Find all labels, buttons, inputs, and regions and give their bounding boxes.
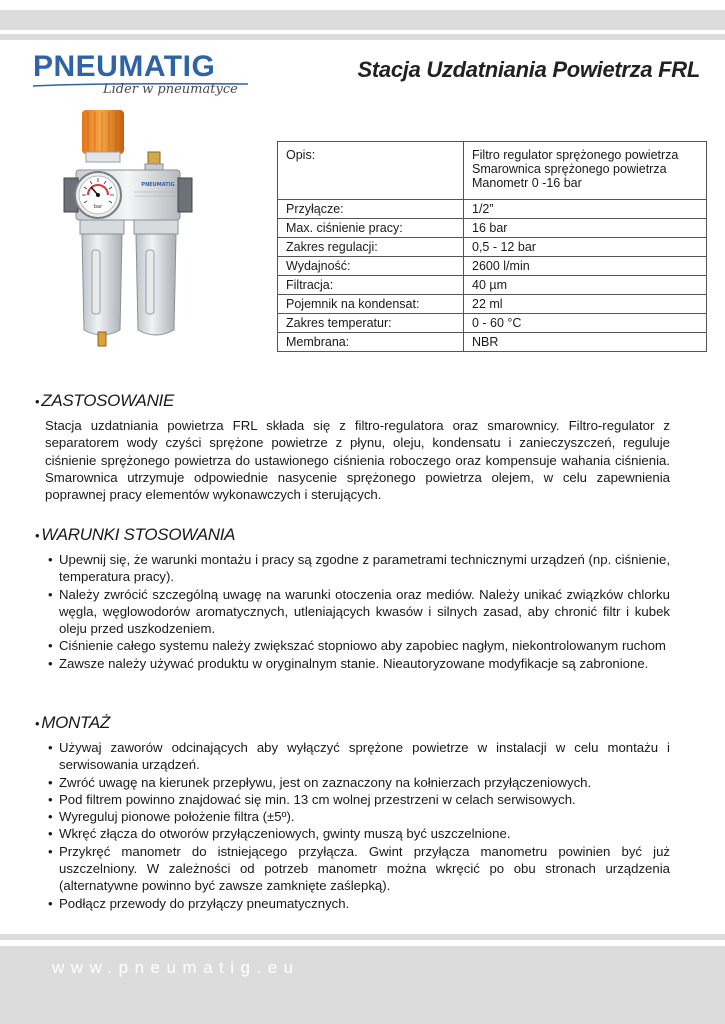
spec-row (278, 333, 707, 352)
bullet-list (35, 551, 675, 672)
spec-value (464, 142, 707, 200)
list-item: • Wkręć złącza do otworów przyłączeniowych, gwinty muszą być uszczelnione. (48, 825, 675, 842)
footer-website-link[interactable]: www.pneumatig.eu (52, 958, 300, 977)
spec-value: 0,5 - 12 bar (464, 238, 707, 257)
list-item: • Pod filtrem powinno znajdować się min. 13 cm wolnej przestrzeni w celach serwisowych. (48, 791, 675, 808)
spec-value: 22 ml (464, 295, 707, 314)
header-band-thin (0, 34, 725, 40)
spec-key: Opis: (278, 142, 464, 200)
spec-value: 2600 l/min (464, 257, 707, 276)
list-item: • Zawsze należy używać produktu w oryginalnym stanie. Nieautoryzowane modyfikacje są zabronione. (48, 655, 675, 672)
list-item: • Podłącz przewody do przyłączy pneumatycznych. (48, 895, 675, 912)
description-line: Filtro regulator sprężonego powietrza (472, 148, 679, 162)
spec-key: Zakres temperatur: (278, 314, 464, 333)
spec-key: Wydajność: (278, 257, 464, 276)
list-item: • Wyreguluj pionowe położenie filtra (±5º). (48, 808, 675, 825)
list-item: • Ciśnienie całego systemu należy zwiększać stopniowo aby zapobiec nagłym, niekontrolowanym ruchom (48, 637, 675, 654)
section-zastosowanie (35, 391, 675, 503)
spec-row (278, 200, 707, 219)
spec-row (278, 219, 707, 238)
section-heading: • ZASTOSOWANIE (35, 391, 175, 410)
spec-value: 16 bar (464, 219, 707, 238)
spec-row (278, 314, 707, 333)
spec-key: Membrana: (278, 333, 464, 352)
spec-key: Max. ciśnienie pracy: (278, 219, 464, 238)
section-heading: • WARUNKI STOSOWANIA (35, 525, 236, 544)
spec-table (277, 141, 707, 352)
spec-value: NBR (464, 333, 707, 352)
section-warunki (35, 525, 675, 672)
bullet-list (35, 739, 675, 912)
document-title: Stacja Uzdatniania Powietrza FRL (357, 57, 700, 82)
spec-value: 1/2” (464, 200, 707, 219)
header-band (0, 10, 725, 30)
frl-unit-image (62, 108, 202, 358)
spec-key: Przyłącze: (278, 200, 464, 219)
spec-value: 0 - 60 °C (464, 314, 707, 333)
description-line: Smarownica sprężonego powietrza (472, 162, 667, 176)
footer-band-thin (0, 934, 725, 940)
section-heading-text: WARUNKI STOSOWANIA (41, 525, 236, 544)
description-line: Manometr 0 -16 bar (472, 176, 582, 190)
list-item: • Zwróć uwagę na kierunek przepływu, jest on zaznaczony na kołnierzach przyłączeniowych. (48, 774, 675, 791)
brand-name: PNEUMATIG (33, 50, 216, 83)
spec-row (278, 295, 707, 314)
section-paragraph: Stacja uzdatniania powietrza FRL składa się z filtro-regulatora oraz smarownicy. Filtro-regulator z separatorem wody czyści sprężone powietrze z płynu, oleju, kondensatu i zanieczyszczeń, reguluje ciśnienie sprężonego powietrza do ustawionego ciśnienia roboczego oraz kompensuje wahania ciśnienia. Smarownica utrzymuje odpowiednie nasycenie sprężonego powietrza olejem, w celu zapewnienia poprawnej pracy elementów wykonawczych i sterujących. (45, 418, 670, 503)
list-item: • Przykręć manometr do istniejącego przyłącza. Gwint przyłącza manometru powinien być już uszczelniony. W zależności od potrzeb manometr można wkręcić po obu stronach urządzenia (alternatywne powinno być zawsze zamknięte zaślepką). (48, 843, 675, 895)
product-brand-label: PNEUMATIG (141, 182, 175, 188)
spec-row (278, 238, 707, 257)
spec-row-description (278, 142, 707, 200)
spec-value: 40 µm (464, 276, 707, 295)
spec-key: Zakres regulacji: (278, 238, 464, 257)
spec-key: Pojemnik na kondensat: (278, 295, 464, 314)
spec-key: Filtracja: (278, 276, 464, 295)
section-heading-text: ZASTOSOWANIE (41, 391, 175, 410)
section-montaz (35, 713, 675, 912)
brand-logo (33, 52, 248, 102)
list-item: • Używaj zaworów odcinających aby wyłączyć sprężone powietrze w instalacji w celu montażu i serwisowania urządzeń. (48, 739, 675, 774)
list-item: • Upewnij się, że warunki montażu i pracy są zgodne z parametrami technicznymi urządzeń (np. ciśnienie, temperatura pracy). (48, 551, 675, 586)
gauge-unit-label: bar (93, 204, 103, 210)
spec-row (278, 257, 707, 276)
list-item: • Należy zwrócić szczególną uwagę na warunki otoczenia oraz mediów. Należy unikać związków chlorku węgla, węglowodorów aromatycznych, utleniających kwasów i silnych zasad, aby chronić filtr i kubek oleju przed uszkodzeniem. (48, 586, 675, 638)
spec-row (278, 276, 707, 295)
section-heading-text: MONTAŻ (41, 713, 110, 732)
brand-tagline: Lider w pneumatyce (103, 82, 238, 97)
section-heading: • MONTAŻ (35, 713, 110, 732)
